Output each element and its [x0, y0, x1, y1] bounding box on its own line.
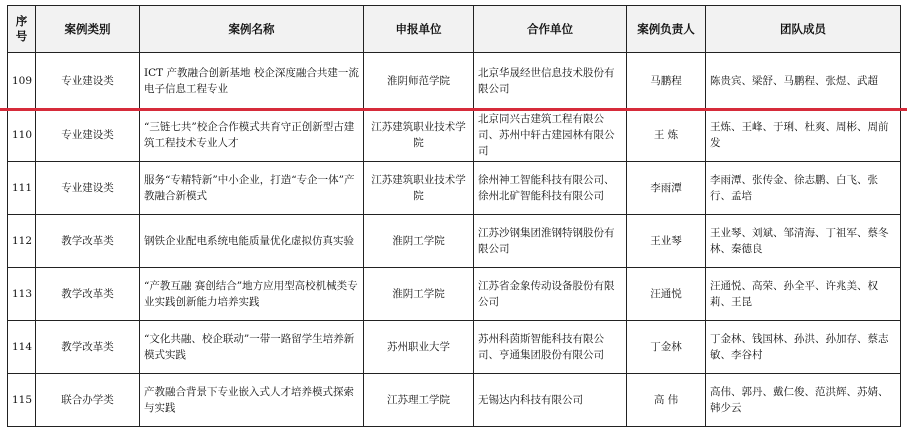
- row-no: 114: [8, 321, 36, 374]
- row-team: 陈贵宾、梁舒、马鹏程、张煜、武超: [706, 53, 901, 109]
- row-lead: 王 炼: [627, 109, 706, 162]
- header-no: [8, 6, 36, 53]
- row-case-name: 产教融合背景下专业嵌入式人才培养模式探索与实践: [140, 374, 364, 427]
- row-partner: 江苏沙钢集团淮钢特钢股份有限公司: [474, 215, 627, 268]
- table-row: [8, 109, 901, 162]
- row-partner: 北京华晟经世信息技术股份有限公司: [474, 53, 627, 109]
- row-case-name: “三链七共”校企合作模式共育守正创新型古建筑工程技术专业人才: [140, 109, 364, 162]
- row-applicant: 苏州职业大学: [364, 321, 474, 374]
- row-no: 115: [8, 374, 36, 427]
- row-applicant: 淮阴工学院: [364, 215, 474, 268]
- row-partner: 无锡达内科技有限公司: [474, 374, 627, 427]
- row-applicant: 江苏理工学院: [364, 374, 474, 427]
- row-category: 专业建设类: [36, 109, 140, 162]
- row-case-name: ICT 产教融合创新基地 校企深度融合共建一流电子信息工程专业: [140, 53, 364, 109]
- table-row: [8, 53, 901, 109]
- row-category: 专业建设类: [36, 162, 140, 215]
- row-partner: 江苏省金象传动设备股份有限公司: [474, 268, 627, 321]
- row-applicant: 江苏建筑职业技术学院: [364, 162, 474, 215]
- row-no: 113: [8, 268, 36, 321]
- header-category: 案例类别: [36, 6, 140, 53]
- row-case-name: “产教互融 赛创结合”地方应用型高校机械类专业实践创新能力培养实践: [140, 268, 364, 321]
- table-row: [8, 162, 901, 215]
- row-lead: 王业琴: [627, 215, 706, 268]
- row-team: 李雨潭、张传金、徐志鹏、白飞、张行、孟培: [706, 162, 901, 215]
- row-lead: 汪通悦: [627, 268, 706, 321]
- row-case-name: 服务“专精特新”中小企业，打造“专企一体”产教融合新模式: [140, 162, 364, 215]
- row-applicant: 淮阴师范学院: [364, 53, 474, 109]
- row-team: 王炼、王峰、于琍、杜爽、周彬、周前发: [706, 109, 901, 162]
- row-lead: 丁金林: [627, 321, 706, 374]
- table-row: [8, 215, 901, 268]
- header-case-name: 案例名称: [140, 6, 364, 53]
- row-no: 112: [8, 215, 36, 268]
- row-no: 109: [8, 53, 36, 109]
- header-team: 团队成员: [706, 6, 901, 53]
- header-no-line2: 号: [15, 29, 28, 43]
- row-lead: 高 伟: [627, 374, 706, 427]
- case-table: [7, 5, 901, 427]
- row-category: 联合办学类: [36, 374, 140, 427]
- row-category: 教学改革类: [36, 321, 140, 374]
- row-case-name: “文化共融、校企联动”一带一路留学生培养新模式实践: [140, 321, 364, 374]
- page-break-line: [0, 108, 907, 111]
- row-lead: 马鹏程: [627, 53, 706, 109]
- row-category: 教学改革类: [36, 268, 140, 321]
- row-team: 丁金林、钱国林、孙洪、孙加存、蔡志敏、李谷村: [706, 321, 901, 374]
- header-no-line1: 序: [15, 14, 28, 28]
- row-no: 111: [8, 162, 36, 215]
- row-case-name: 钢铁企业配电系统电能质量优化虚拟仿真实验: [140, 215, 364, 268]
- header-row: [8, 6, 901, 53]
- row-team: 高伟、郭丹、戴仁俊、范洪辉、苏婧、韩少云: [706, 374, 901, 427]
- row-team: 王业琴、刘斌、邹清海、丁祖军、蔡冬林、秦德良: [706, 215, 901, 268]
- row-partner: 徐州神工智能科技有限公司、徐州北矿智能科技有限公司: [474, 162, 627, 215]
- table-row: [8, 321, 901, 374]
- row-lead: 李雨潭: [627, 162, 706, 215]
- header-applicant: 申报单位: [364, 6, 474, 53]
- row-partner: 北京同兴古建筑工程有限公司、苏州中轩古建园林有限公司: [474, 109, 627, 162]
- row-category: 专业建设类: [36, 53, 140, 109]
- header-partner: 合作单位: [474, 6, 627, 53]
- row-no: 110: [8, 109, 36, 162]
- table-row: [8, 374, 901, 427]
- row-team: 汪通悦、高荣、孙全平、许兆美、权莉、王昆: [706, 268, 901, 321]
- row-partner: 苏州科茵斯智能科技有限公司、亨通集团股份有限公司: [474, 321, 627, 374]
- table-row: [8, 268, 901, 321]
- row-category: 教学改革类: [36, 215, 140, 268]
- row-applicant: 江苏建筑职业技术学院: [364, 109, 474, 162]
- header-lead: 案例负责人: [627, 6, 706, 53]
- row-applicant: 淮阴工学院: [364, 268, 474, 321]
